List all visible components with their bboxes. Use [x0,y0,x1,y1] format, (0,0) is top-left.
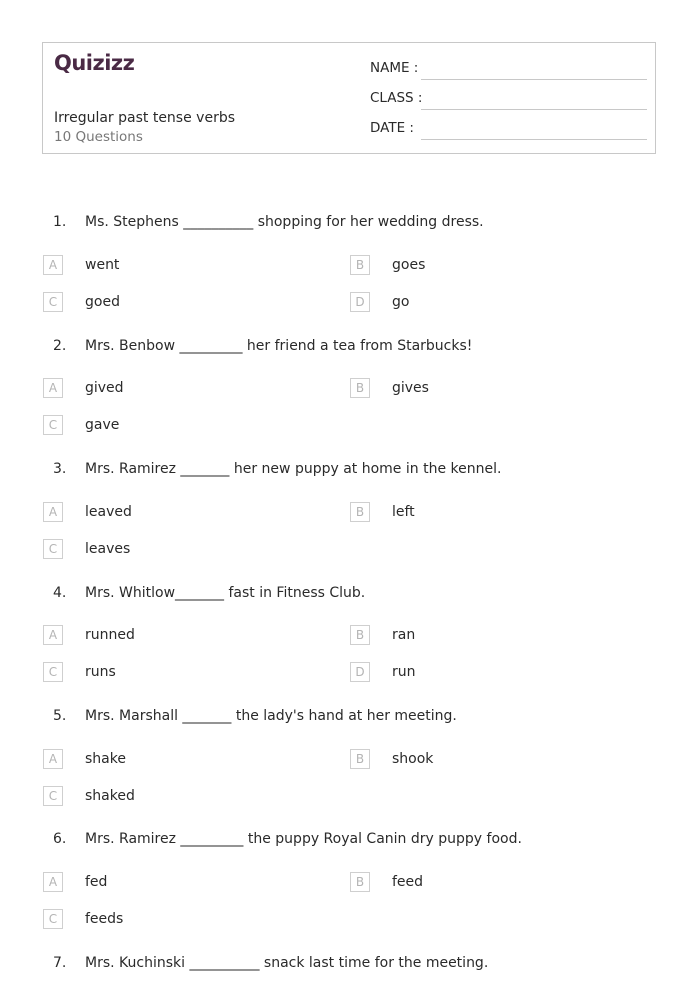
option-text: runs [85,664,116,680]
option-text: fed [85,874,108,890]
option-letter: B [350,255,370,275]
worksheet-header [42,42,656,154]
option-letter: A [43,255,63,275]
option-text: go [392,294,410,310]
option-letter: D [350,292,370,312]
option-text: gave [85,417,120,433]
option-letter: B [350,749,370,769]
question-number: 2. [53,338,67,354]
option-text: shake [85,751,126,767]
date-line[interactable] [421,139,647,140]
option-letter: C [43,539,63,559]
worksheet-title: Irregular past tense verbs [54,110,236,126]
option-letter: C [43,662,63,682]
option-text: shaked [85,788,135,804]
question-text: Ms. Stephens __________ shopping for her wedding dress. [85,214,484,230]
option-text: gives [392,380,429,396]
question-text: Mrs. Ramirez _________ the puppy Royal Canin dry puppy food. [85,831,522,847]
class-line[interactable] [421,109,647,110]
question-text: Mrs. Ramirez _______ her new puppy at home in the kennel. [85,461,502,477]
option-letter: C [43,909,63,929]
question-number: 5. [53,708,67,724]
option-letter: A [43,625,63,645]
option-letter: A [43,378,63,398]
question-text: Mrs. Whitlow_______ fast in Fitness Club. [85,585,366,601]
question-number: 1. [53,214,67,230]
option-text: ran [392,627,416,643]
question-number: 4. [53,585,67,601]
name-line[interactable] [421,79,647,80]
option-letter: C [43,415,63,435]
option-text: left [392,504,415,520]
option-letter: A [43,502,63,522]
option-text: feeds [85,911,124,927]
option-text: goes [392,257,426,273]
option-letter: A [43,749,63,769]
option-letter: A [43,872,63,892]
class-label: CLASS : [370,90,423,106]
question-count: 10 Questions [54,129,143,145]
option-letter: B [350,872,370,892]
question-text: Mrs. Kuchinski __________ snack last time for the meeting. [85,955,489,971]
option-text: gived [85,380,124,396]
option-letter: C [43,786,63,806]
option-letter: B [350,502,370,522]
date-label: DATE : [370,120,414,136]
option-text: run [392,664,416,680]
option-letter: B [350,625,370,645]
option-text: goed [85,294,120,310]
quizizz-logo: Quizizz [54,51,135,75]
question-number: 6. [53,831,67,847]
option-text: feed [392,874,424,890]
name-label: NAME : [370,60,419,76]
option-text: runned [85,627,135,643]
option-text: leaves [85,541,131,557]
option-text: leaved [85,504,132,520]
question-number: 7. [53,955,67,971]
question-number: 3. [53,461,67,477]
option-letter: D [350,662,370,682]
question-text: Mrs. Marshall _______ the lady's hand at her meeting. [85,708,457,724]
option-letter: B [350,378,370,398]
question-text: Mrs. Benbow _________ her friend a tea from Starbucks! [85,338,473,354]
option-letter: C [43,292,63,312]
option-text: went [85,257,120,273]
option-text: shook [392,751,434,767]
